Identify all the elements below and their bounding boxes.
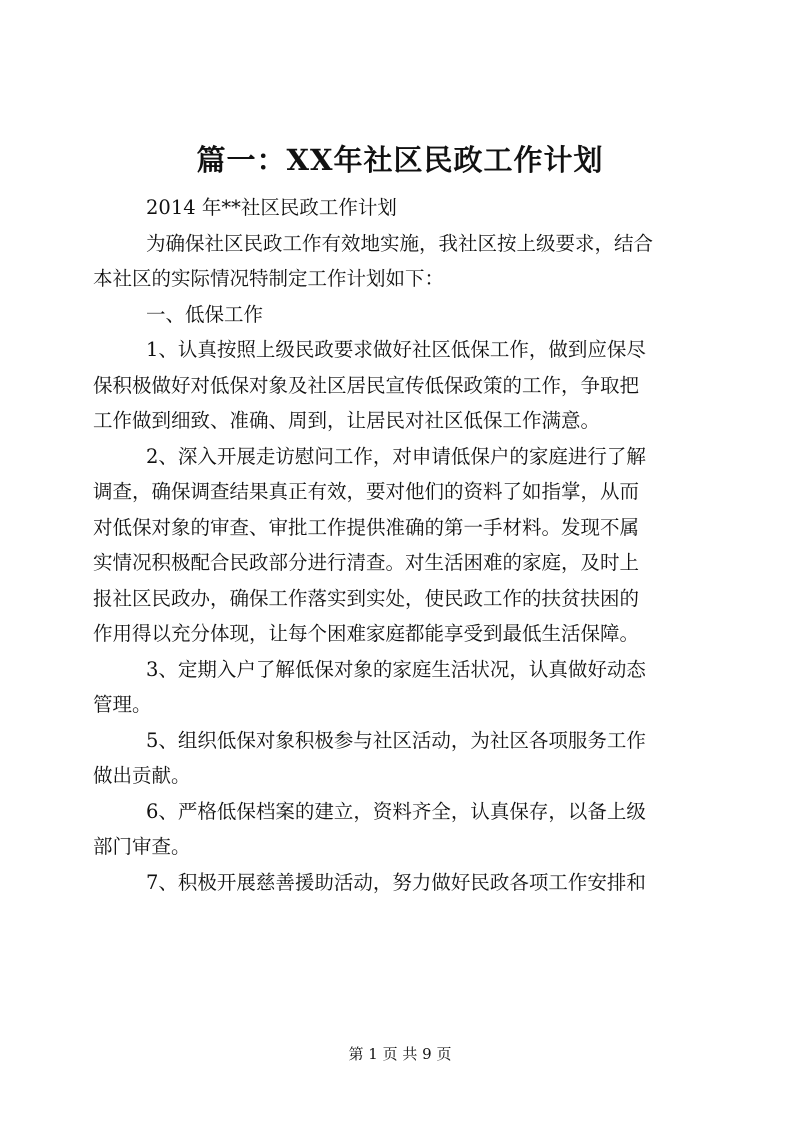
document-body (93, 190, 715, 900)
body-line: 6、严格低保档案的建立，资料齐全，认真保存，以备上级 (146, 799, 646, 823)
body-line: 部门审查。 (93, 835, 191, 858)
body-line: 报社区民政办，确保工作落实到实处，使民政工作的扶贫扶困的 (93, 586, 640, 610)
body-line: 为确保社区民政工作有效地实施，我社区按上级要求，结合 (146, 231, 654, 255)
body-line: 3、定期入户了解低保对象的家庭生活状况，认真做好动态 (146, 657, 646, 681)
body-line: 实情况积极配合民政部分进行清查。对生活困难的家庭，及时上 (93, 551, 640, 574)
body-line: 保积极做好对低保对象及社区居民宣传低保政策的工作，争取把 (93, 373, 640, 397)
body-line: 本社区的实际情况特制定工作计划如下： (93, 267, 445, 290)
body-line: 管理。 (93, 693, 152, 716)
body-line: 作用得以充分体现，让每个困难家庭都能享受到最低生活保障。 (93, 622, 640, 645)
body-line: 2014 年**社区民政工作计划 (146, 196, 397, 219)
body-line: 对低保对象的审查、审批工作提供准确的第一手材料。发现不属 (93, 515, 640, 539)
body-line: 1、认真按照上级民政要求做好社区低保工作，做到应保尽 (146, 338, 646, 361)
body-line: 做出贡献。 (93, 764, 191, 787)
body-line: 调查，确保调查结果真正有效，要对他们的资料了如指掌，从而 (93, 480, 640, 503)
body-line: 7、积极开展慈善援助活动，努力做好民政各项工作安排和 (146, 870, 646, 894)
body-line: 工作做到细致、准确、周到，让居民对社区低保工作满意。 (93, 409, 601, 432)
body-line: 5、组织低保对象积极参与社区活动，为社区各项服务工作 (146, 728, 646, 752)
body-line: 2、深入开展走访慰问工作，对申请低保户的家庭进行了解 (146, 444, 646, 468)
page-title: 篇一：XX年社区民政工作计划 (196, 143, 604, 177)
body-line: 一、低保工作 (146, 302, 264, 326)
page-number-footer: 第 1 页 共 9 页 (348, 1045, 452, 1063)
